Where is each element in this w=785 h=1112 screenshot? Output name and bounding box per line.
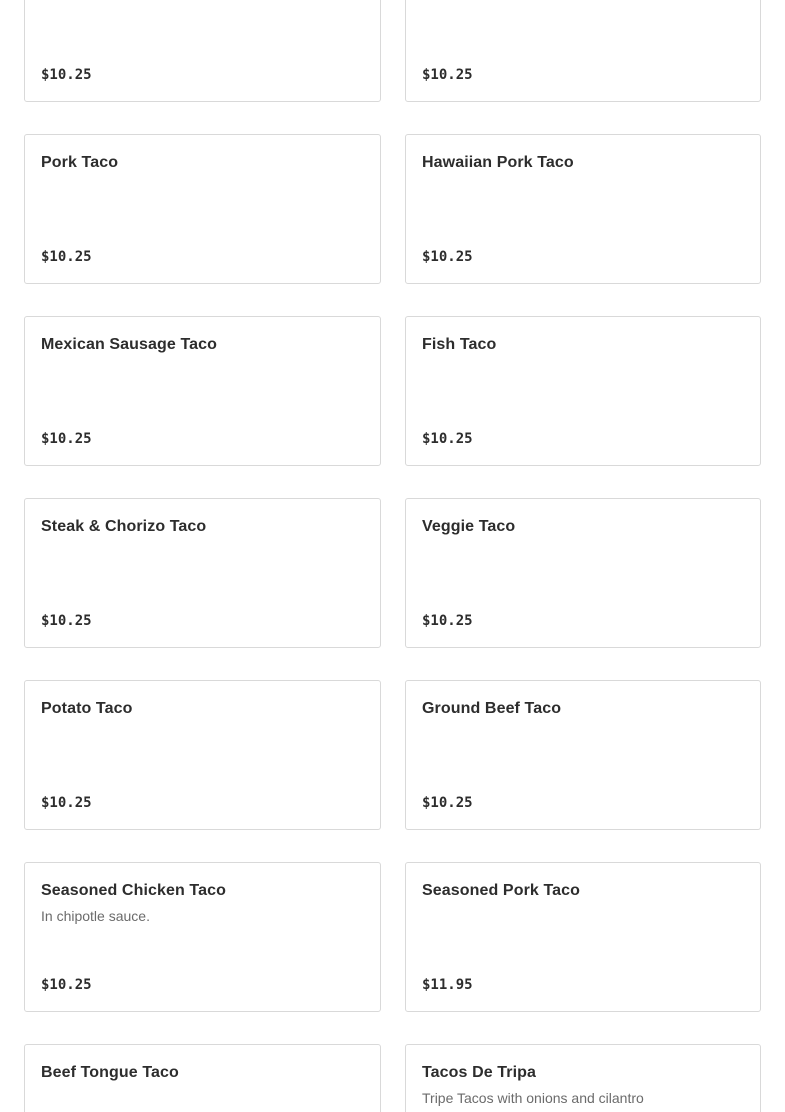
menu-item-fish-taco[interactable] <box>405 316 761 466</box>
menu-item-name: Veggie Taco <box>422 518 516 535</box>
menu-item-price: $10.25 <box>41 977 92 993</box>
menu-item-price: $10.25 <box>41 431 92 447</box>
menu-item-name: Tacos De Tripa <box>422 1064 537 1081</box>
menu-item-price: $10.25 <box>422 613 473 629</box>
menu-item-mexican-sausage-taco[interactable] <box>24 316 381 466</box>
menu-item-steak-chorizo-taco[interactable] <box>24 498 381 648</box>
menu-item-card[interactable] <box>405 0 761 102</box>
menu-item-ground-beef-taco[interactable] <box>405 680 761 830</box>
menu-item-pork-taco[interactable] <box>24 134 381 284</box>
menu-item-name: Pork Taco <box>41 154 119 171</box>
menu-item-price: $10.25 <box>422 249 473 265</box>
menu-item-name: Mexican Sausage Taco <box>41 336 217 353</box>
menu-item-price: $10.25 <box>41 613 92 629</box>
menu-item-potato-taco[interactable] <box>24 680 381 830</box>
menu-item-description: In chipotle sauce. <box>41 908 150 924</box>
menu-item-name: Hawaiian Pork Taco <box>422 154 574 171</box>
menu-item-seasoned-chicken-taco[interactable] <box>24 862 381 1012</box>
menu-item-name: Seasoned Pork Taco <box>422 882 581 899</box>
menu-item-price: $11.95 <box>422 977 473 993</box>
menu-item-veggie-taco[interactable] <box>405 498 761 648</box>
menu-item-price: $10.25 <box>422 795 473 811</box>
menu-item-name: Potato Taco <box>41 700 133 717</box>
menu-item-tacos-de-tripa[interactable] <box>405 1044 761 1112</box>
menu-item-seasoned-pork-taco[interactable] <box>405 862 761 1012</box>
menu-item-description: Tripe Tacos with onions and cilantro <box>422 1090 644 1106</box>
menu-item-name: Beef Tongue Taco <box>41 1064 179 1081</box>
menu-item-hawaiian-pork-taco[interactable] <box>405 134 761 284</box>
menu-grid <box>24 0 761 1112</box>
menu-item-card[interactable] <box>24 0 381 102</box>
menu-item-name: Seasoned Chicken Taco <box>41 882 226 899</box>
menu-item-name: Steak & Chorizo Taco <box>41 518 207 535</box>
menu-item-price: $10.25 <box>41 795 92 811</box>
menu-item-price: $10.25 <box>422 67 473 83</box>
menu-item-price: $10.25 <box>422 431 473 447</box>
menu-item-price: $10.25 <box>41 67 92 83</box>
menu-item-name: Fish Taco <box>422 336 497 353</box>
menu-item-name: Ground Beef Taco <box>422 700 562 717</box>
menu-item-price: $10.25 <box>41 249 92 265</box>
menu-item-beef-tongue-taco[interactable] <box>24 1044 381 1112</box>
